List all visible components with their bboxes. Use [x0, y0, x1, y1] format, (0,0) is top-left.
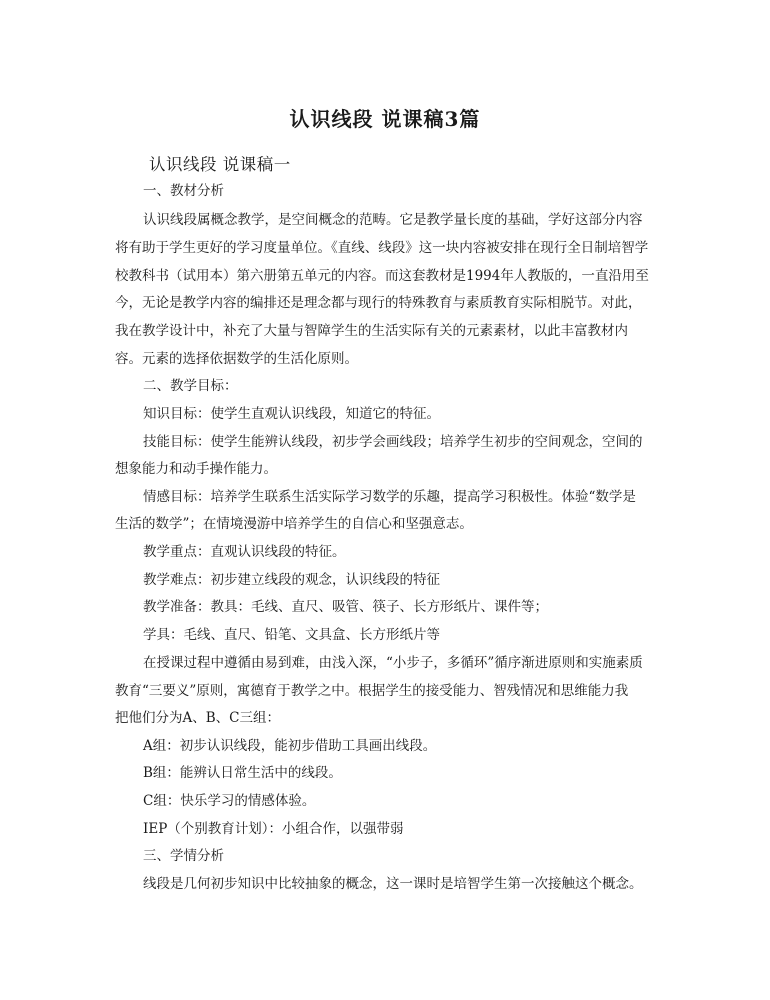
paragraph-line: 知识目标：使学生直观认识线段，知道它的特征。	[143, 406, 440, 422]
paragraph-line: 教学重点：直观认识线段的特征。	[143, 544, 346, 560]
paragraph-line: 情感目标：培养学生联系生活实际学习数学的乐趣，提高学习积极性。体验“数学是	[143, 489, 636, 505]
paragraph-line: 教学难点：初步建立线段的观念，认识线段的特征	[143, 572, 440, 588]
section-title: 认识线段 说课稿一	[149, 155, 291, 174]
paragraph-line: 教学准备：教具：毛线、直尺、吸管、筷子、长方形纸片、课件等；	[143, 599, 548, 615]
paragraph-line: A组：初步认识线段，能初步借助工具画出线段。	[143, 738, 437, 754]
heading-learner-analysis: 三、学情分析	[143, 848, 224, 864]
paragraph-line: B组：能辨认日常生活中的线段。	[143, 765, 342, 781]
paragraph-line: 把他们分为A、B、C三组：	[115, 710, 280, 726]
document-title: 认识线段 说课稿3篇	[289, 107, 481, 131]
paragraph-line: 线段是几何初步知识中比较抽象的概念，这一课时是培智学生第一次接触这个概念。	[143, 876, 643, 892]
paragraph-line: 想象能力和动手操作能力。	[115, 461, 277, 477]
paragraph-line: 在授课过程中遵循由易到难，由浅入深，“小步子，多循环”循序渐进原则和实施素质	[143, 655, 643, 671]
paragraph-line: 我在教学设计中，补充了大量与智障学生的生活实际有关的元素素材，以此丰富教材内	[115, 323, 628, 339]
heading-teaching-goals: 二、教学目标：	[143, 378, 238, 394]
paragraph-line: C组：快乐学习的情感体验。	[143, 793, 316, 809]
paragraph-line: 校教科书（试用本）第六册第五单元的内容。而这套教材是1994年人教版的，一直沿用至	[115, 268, 649, 284]
paragraph-line: 今，无论是教学内容的编排还是理念都与现行的特殊教育与素质教育实际相脱节。对此，	[115, 295, 642, 311]
paragraph-line: 认识线段属概念教学，是空间概念的范畴。它是教学量长度的基础，学好这部分内容	[143, 212, 643, 228]
paragraph-line: IEP（个别教育计划）：小组合作，以强带弱	[143, 821, 404, 837]
paragraph-line: 将有助于学生更好的学习度量单位。《直线、线段》这一块内容被安排在现行全日制培智学	[115, 240, 649, 256]
paragraph-line: 学具：毛线、直尺、铅笔、文具盒、长方形纸片等	[143, 627, 440, 643]
paragraph-line: 技能目标：使学生能辨认线段，初步学会画线段；培养学生初步的空间观念，空间的	[143, 434, 643, 450]
paragraph-line: 教育“三要义”原则，寓德育于教学之中。根据学生的接受能力、智残情况和思维能力我	[115, 683, 629, 699]
heading-textbook-analysis: 一、教材分析	[143, 183, 224, 199]
paragraph-line: 生活的数学”；在情境漫游中培养学生的自信心和坚强意志。	[115, 516, 473, 532]
paragraph-line: 容。元素的选择依据数学的生活化原则。	[115, 351, 358, 367]
